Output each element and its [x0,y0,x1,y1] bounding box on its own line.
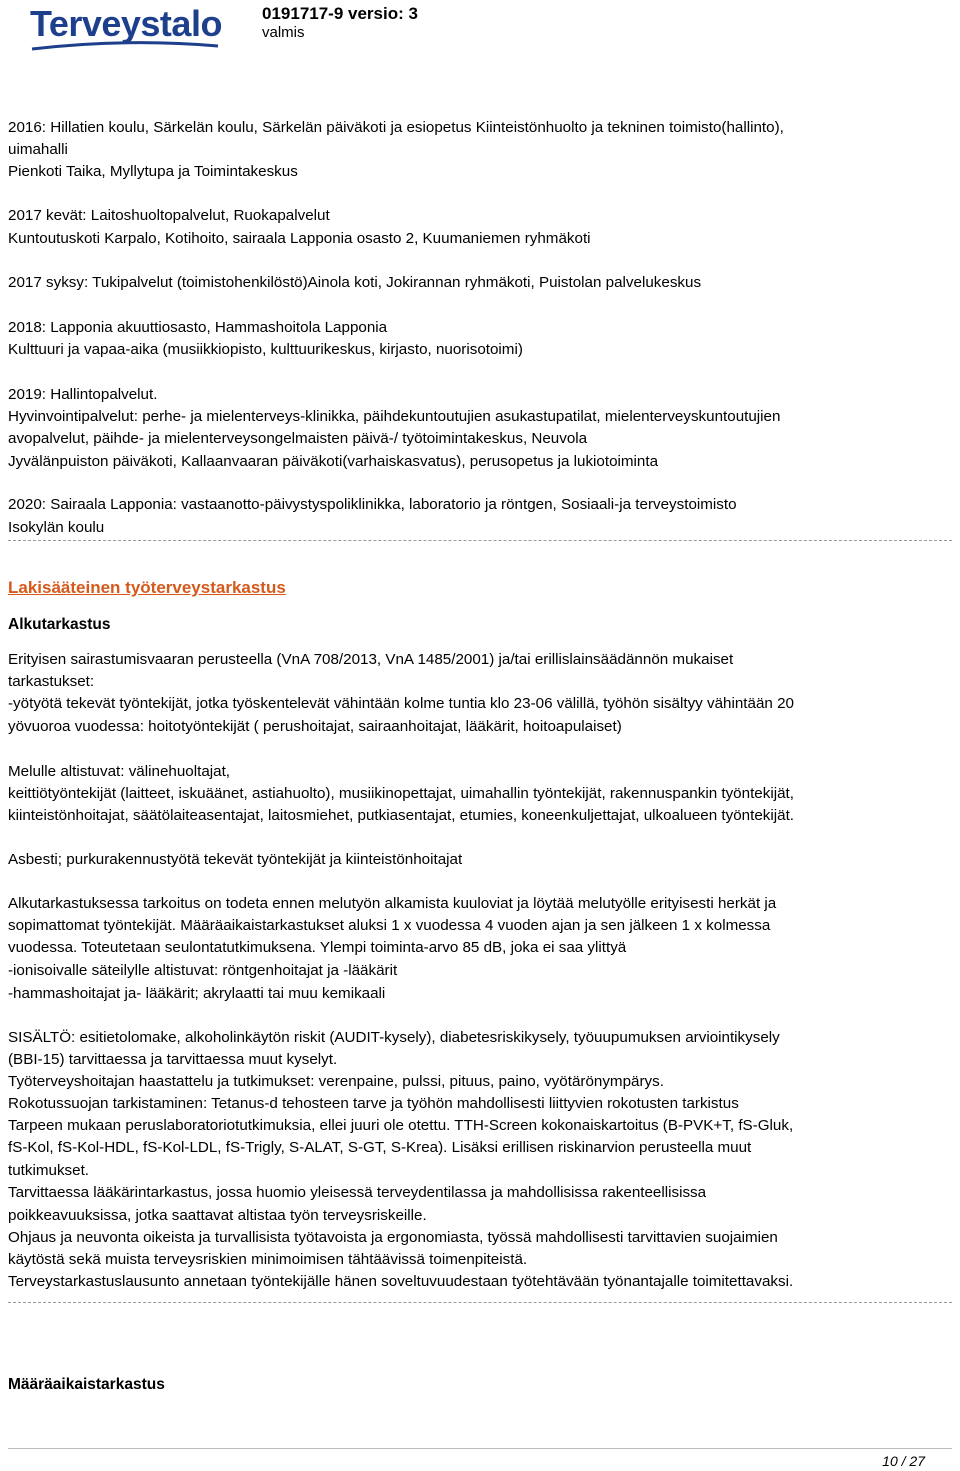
terveystalo-logo [30,2,220,52]
logo-wordmark: Terveystalo [30,3,222,44]
section-title: Lakisääteinen työterveystarkastus [8,578,286,597]
page-header [0,0,960,60]
text-line: vuodessa. Toteutetaan seulontatutkimuksena. Ylempi toiminta-arvo 85 dB, joka ei saa ylittyä [8,939,627,956]
text-line: poikkeavuuksissa, jotka saattavat altistaa työn terveysriskeille. [8,1207,427,1224]
text-line: -yötyötä tekevät työntekijät, jotka työskentelevät vähintään kolme tuntia klo 23-06 välillä, työhön sisältyy vähintään 20 [8,695,794,712]
logo-swoosh-icon [30,40,220,52]
text-line: Hyvinvointipalvelut: perhe- ja mielenterveys-klinikka, päihdekuntoutujien asukastupatilat, mielenterveyskuntoutujien [8,408,781,425]
section-subtitle: Alkutarkastus [8,616,111,633]
text-line: 2020: Sairaala Lapponia: vastaanotto-päivystyspoliklinikka, laboratorio ja röntgen, Sosiaali-ja terveystoimisto [8,496,737,513]
text-line: Tarvittaessa lääkärintarkastus, jossa huomio yleisessä terveydentilassa ja mahdollisissa rakenteellisissa [8,1184,707,1201]
section-divider [8,1302,952,1303]
text-line: 2017 kevät: Laitoshuoltopalvelut, Ruokapalvelut [8,207,330,224]
text-line: uimahalli [8,141,68,158]
text-line: SISÄLTÖ: esitietolomake, alkoholinkäytön riskit (AUDIT-kysely), diabetesriskikysely, työuupumuksen arviointikysely [8,1029,780,1046]
text-line: Pienkoti Taika, Myllytupa ja Toimintakeskus [8,163,298,180]
text-line: Asbesti; purkurakennustyötä tekevät työntekijät ja kiinteistönhoitajat [8,851,463,868]
document-id: 0191717-9 versio: 3 [262,4,418,23]
text-line: käytöstä sekä muista terveysriskien minimoimisen tähtäävissä toimenpiteistä. [8,1251,528,1268]
text-line: Rokotussuojan tarkistaminen: Tetanus-d tehosteen tarve ja työhön mahdollisesti liittyvien rokotusten tarkistus [8,1095,739,1112]
document-status: valmis [262,24,305,41]
text-line: keittiötyöntekijät (laitteet, iskuäänet, astiahuolto), musiikinopettajat, uimahallin työntekijät, rakennuspankin työntekijät, [8,785,794,802]
footer-divider [8,1448,952,1449]
text-line: fS-Kol, fS-Kol-HDL, fS-Kol-LDL, fS-Trigly, S-ALAT, S-GT, S-Krea). Lisäksi erillisen riskinarvion perusteella muut [8,1139,752,1156]
text-line: 2019: Hallintopalvelut. [8,386,158,403]
text-line: Kulttuuri ja vapaa-aika (musiikkiopisto, kulttuurikeskus, kirjasto, nuorisotoimi) [8,341,523,358]
text-line: sopimattomat työntekijät. Määräaikaistarkastukset aluksi 1 x vuodessa 4 vuoden ajan ja sen jälkeen 1 x kolmessa [8,917,771,934]
section-divider [8,540,952,541]
text-line: (BBI-15) tarvittaessa ja tarvittaessa muut kyselyt. [8,1051,338,1068]
text-line: Terveystarkastuslausunto annetaan työntekijälle hänen soveltuvuudestaan työtehtävään työnantajalle toimitettavaksi. [8,1273,794,1290]
text-line: kiinteistönhoitajat, säätölaiteasentajat, laitosmiehet, putkiasentajat, etumies, koneenkuljettajat, ulkoalueen työntekijät. [8,807,795,824]
text-line: Kuntoutuskoti Karpalo, Kotihoito, sairaala Lapponia osasto 2, Kuumaniemen ryhmäkoti [8,230,591,247]
text-line: Jyvälänpuiston päiväkoti, Kallaanvaaran päiväkoti(varhaiskasvatus), perusopetus ja lukiotoiminta [8,453,659,470]
text-line: 2016: Hillatien koulu, Särkelän koulu, Särkelän päiväkoti ja esiopetus Kiinteistönhuolto ja tekninen toimisto(hallinto), [8,119,784,136]
text-line: Alkutarkastuksessa tarkoitus on todeta ennen melutyön alkamista kuuloviat ja löytää melutyölle erityisesti herkät ja [8,895,777,912]
text-line: -hammashoitajat ja- lääkärit; akrylaatti tai muu kemikaali [8,985,386,1002]
next-section-heading: Määräaikaistarkastus [8,1376,165,1393]
page-number: 10 / 27 [882,1453,925,1469]
text-line: Ohjaus ja neuvonta oikeista ja turvallisista työtavoista ja ergonomiasta, työssä mahdollisesti tarvittavien suojaimien [8,1229,778,1246]
text-line: tutkimukset. [8,1162,90,1179]
text-line: tarkastukset: [8,673,95,690]
text-line: 2018: Lapponia akuuttiosasto, Hammashoitola Lapponia [8,319,388,336]
text-line: yövuoroa vuodessa: hoitotyöntekijät ( perushoitajat, sairaanhoitajat, lääkärit, hoitoapulaiset) [8,718,622,735]
text-line: avopalvelut, päihde- ja mielenterveysongelmaisten päivä-/ työtoimintakeskus, Neuvola [8,430,588,447]
text-line: Tarpeen mukaan peruslaboratoriotutkimuksia, ellei juuri ole otettu. TTH-Screen kokonaiskartoitus (B-PVK+T, fS-Gluk, [8,1117,794,1134]
text-line: -ionisoivalle säteilylle altistuvat: röntgenhoitajat ja -lääkärit [8,962,398,979]
text-line: Erityisen sairastumisvaaran perusteella (VnA 708/2013, VnA 1485/2001) ja/tai erillislainsäädännön mukaiset [8,651,734,668]
text-line: Isokylän koulu [8,519,105,536]
text-line: Melulle altistuvat: välinehuoltajat, [8,763,231,780]
text-line: 2017 syksy: Tukipalvelut (toimistohenkilöstö)Ainola koti, Jokirannan ryhmäkoti, Puistolan palvelukeskus [8,274,702,291]
text-line: Työterveyshoitajan haastattelu ja tutkimukset: verenpaine, pulssi, pituus, paino, vyötärönympärys. [8,1073,664,1090]
